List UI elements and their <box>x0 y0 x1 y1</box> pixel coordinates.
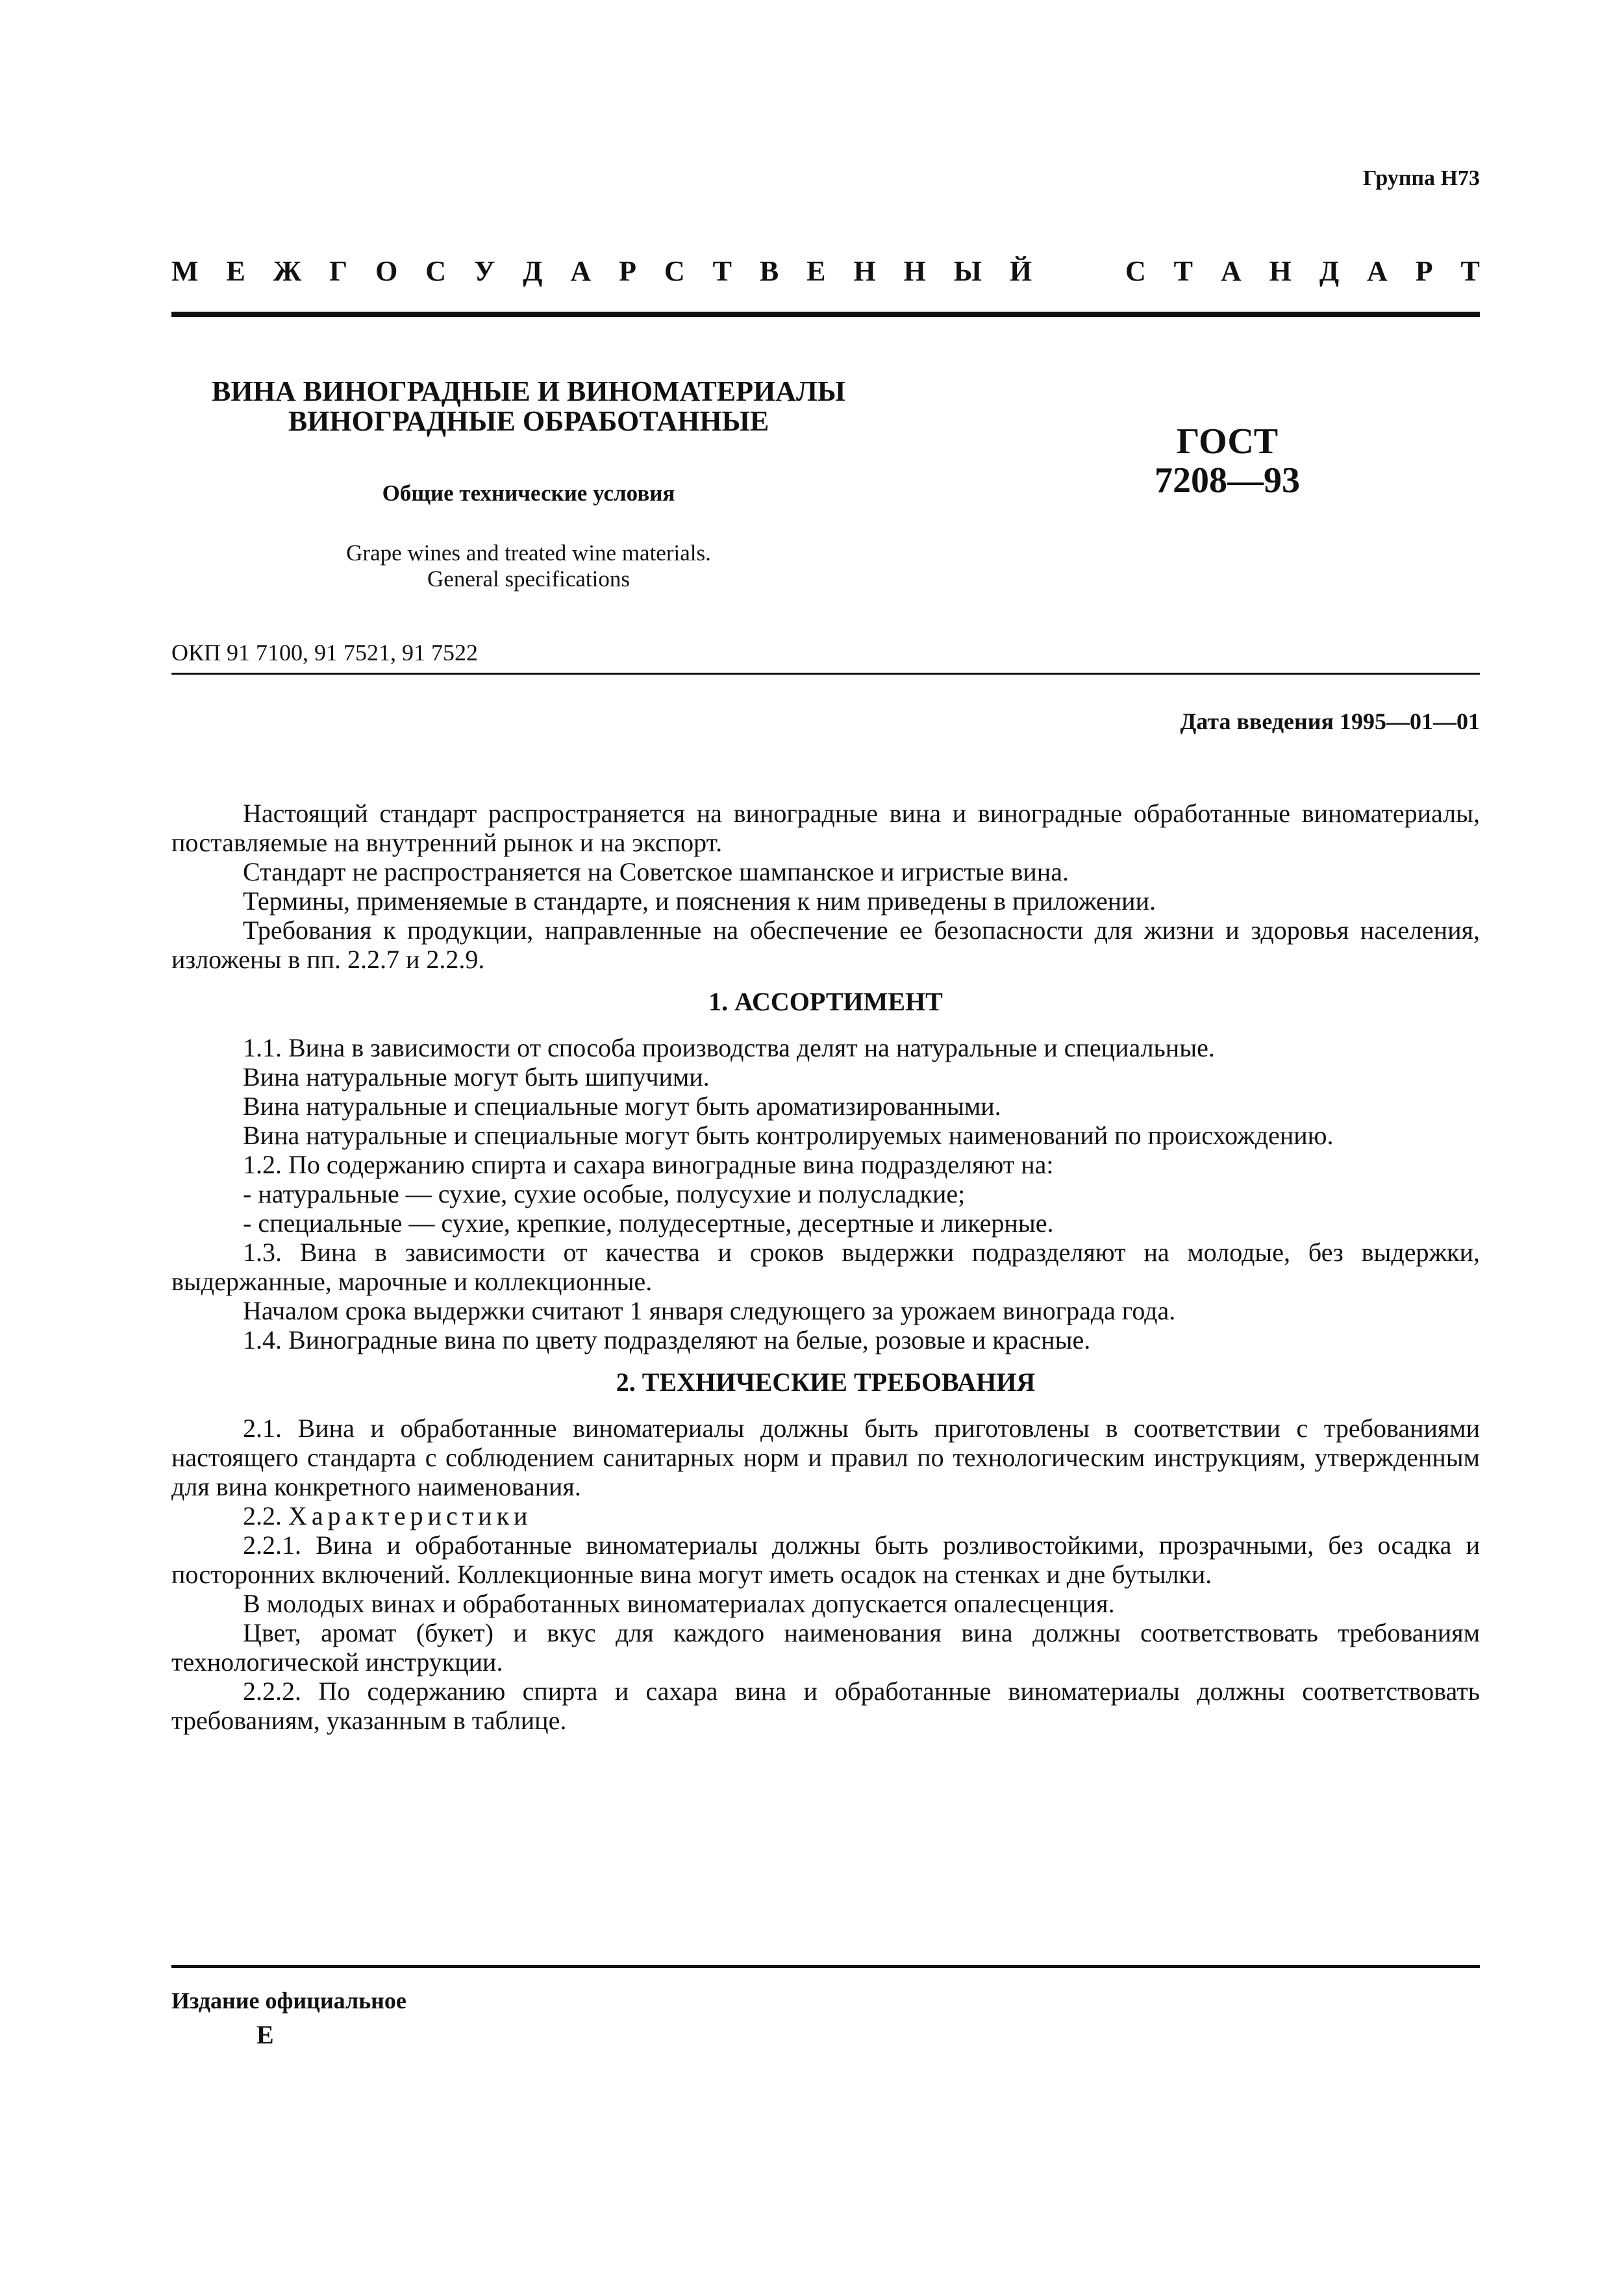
section2-paragraph: 2.2.1. Вина и обработанные виноматериалы должны быть розливостойкими, прозрачными, без осадка и посторонних включений. Коллекционные вина могут иметь осадок на стенках и дне бутылки. <box>171 1530 1480 1589</box>
banner-letter: С <box>425 255 447 287</box>
banner-letter: Й <box>1009 255 1032 287</box>
section1-paragraph: Началом срока выдержки считают 1 января следующего за урожаем винограда года. <box>243 1296 1176 1325</box>
document-body <box>171 799 1480 1735</box>
banner-letter: А <box>1367 255 1388 287</box>
banner-letter: Е <box>226 255 245 287</box>
intro-paragraph: Термины, применяемые в стандарте, и пояснения к ним приведены в приложении. <box>243 886 1156 916</box>
banner-letter: Д <box>1319 255 1340 287</box>
section2-paragraph: Цвет, аромат (букет) и вкус для каждого наименования вина должны соответствовать требованиям технологической инструкции. <box>171 1618 1480 1677</box>
okp-codes: ОКП 91 7100, 91 7521, 91 7522 <box>171 640 479 666</box>
gost-label: ГОСТ <box>1176 421 1279 462</box>
section1-paragraph: - натуральные — сухие, сухие особые, полусухие и полусладкие; <box>243 1179 966 1208</box>
banner-letter: Т <box>712 255 732 287</box>
banner-letter: Т <box>1460 255 1480 287</box>
standard-number-block <box>1104 422 1351 500</box>
section-heading-assortment: 1. АССОРТИМЕНТ <box>708 987 943 1016</box>
section1-paragraph: - специальные — сухие, крепкие, полудесертные, десертные и ликерные. <box>243 1208 1054 1238</box>
edition-mark: Е <box>256 2020 274 2049</box>
introduction-date: Дата введения 1995—01—01 <box>1180 708 1480 734</box>
section1-paragraph: Вина натуральные и специальные могут быть контролируемых наименований по происхождению. <box>243 1121 1334 1150</box>
document-title-line1: ВИНА ВИНОГРАДНЫЕ И ВИНОМАТЕРИАЛЫ <box>212 375 845 407</box>
document-title-block <box>171 377 886 592</box>
section1-paragraph: Вина натуральные могут быть шипучими. <box>243 1062 710 1092</box>
subsection-number: 2.2. <box>243 1501 282 1530</box>
banner-letter: У <box>473 255 495 287</box>
banner-letter: Н <box>1269 255 1292 287</box>
banner-letter: Т <box>1173 255 1193 287</box>
document-subtitle: Общие технические условия <box>382 481 675 506</box>
banner-letter: Н <box>853 255 876 287</box>
banner-letter: С <box>664 255 685 287</box>
intro-paragraph: Стандарт не распространяется на Советское шампанское и игристые вина. <box>243 857 1069 886</box>
section1-paragraph: 1.1. Вина в зависимости от способа производства делят на натуральные и специальные. <box>243 1033 1215 1062</box>
banner-letter: Г <box>329 255 348 287</box>
banner-letter: В <box>759 255 779 287</box>
section2-paragraph: 2.1. Вина и обработанные виноматериалы должны быть приготовлены в соответствии с требованиями настоящего стандарта с соблюдением санитарных норм и правил по технологическим инструкциям, утвержденным для вина конкретного наименования. <box>171 1414 1480 1501</box>
banner-letter: Р <box>1415 255 1433 287</box>
gost-number: 7208—93 <box>1155 460 1300 501</box>
document-title-line2: ВИНОГРАДНЫЕ ОБРАБОТАННЫЕ <box>288 405 769 437</box>
header-divider <box>171 312 1480 317</box>
intro-paragraph: Требования к продукции, направленные на обеспечение ее безопасности для жизни и здоровья населения, изложены в пп. 2.2.7 и 2.2.9. <box>171 916 1480 974</box>
official-edition-label: Издание официальное <box>171 1988 406 2014</box>
banner-letter: А <box>1220 255 1242 287</box>
banner-letter: С <box>1125 255 1146 287</box>
section-heading-technical-requirements: 2. ТЕХНИЧЕСКИЕ ТРЕБОВАНИЯ <box>616 1367 1036 1397</box>
intro-paragraph: Настоящий стандарт распространяется на виноградные вина и виноградные обработанные виноматериалы, поставляемые на внутренний рынок и на экспорт. <box>171 799 1480 857</box>
section2-paragraph: В молодых винах и обработанных виноматериалах допускается опалесценция. <box>243 1589 1115 1618</box>
banner-letter: Н <box>903 255 926 287</box>
okp-divider <box>171 673 1480 675</box>
banner-letter: М <box>171 255 199 287</box>
english-title-line2: General specifications <box>427 566 630 592</box>
banner-letter: О <box>375 255 398 287</box>
classification-group: Группа Н73 <box>1362 166 1480 190</box>
banner-letter: Ж <box>273 255 302 287</box>
section1-paragraph: 1.4. Виноградные вина по цвету подразделяют на белые, розовые и красные. <box>243 1325 1091 1355</box>
banner-letter: А <box>570 255 592 287</box>
subsection-title: Характеристики <box>288 1501 532 1530</box>
section1-paragraph: 1.3. Вина в зависимости от качества и сроков выдержки подразделяют на молодые, без выдержки, выдержанные, марочные и коллекционные. <box>171 1238 1480 1296</box>
banner-word-gap <box>1060 255 1097 288</box>
english-title-line1: Grape wines and treated wine materials. <box>346 540 711 566</box>
banner-letter: Е <box>806 255 826 287</box>
standard-banner <box>171 255 1480 288</box>
banner-letter: Ы <box>953 255 982 287</box>
footer-divider <box>171 1965 1480 1968</box>
english-title <box>171 540 886 592</box>
subsection-heading-characteristics <box>171 1501 1480 1530</box>
banner-letter: Д <box>523 255 543 287</box>
section1-paragraph: 1.2. По содержанию спирта и сахара виноградные вина подразделяют на: <box>243 1150 1054 1179</box>
banner-letter: Р <box>619 255 636 287</box>
section2-paragraph: 2.2.2. По содержанию спирта и сахара вина и обработанные виноматериалы должны соответствовать требованиям, указанным в таблице. <box>171 1677 1480 1735</box>
section1-paragraph: Вина натуральные и специальные могут быть ароматизированными. <box>243 1092 1001 1121</box>
